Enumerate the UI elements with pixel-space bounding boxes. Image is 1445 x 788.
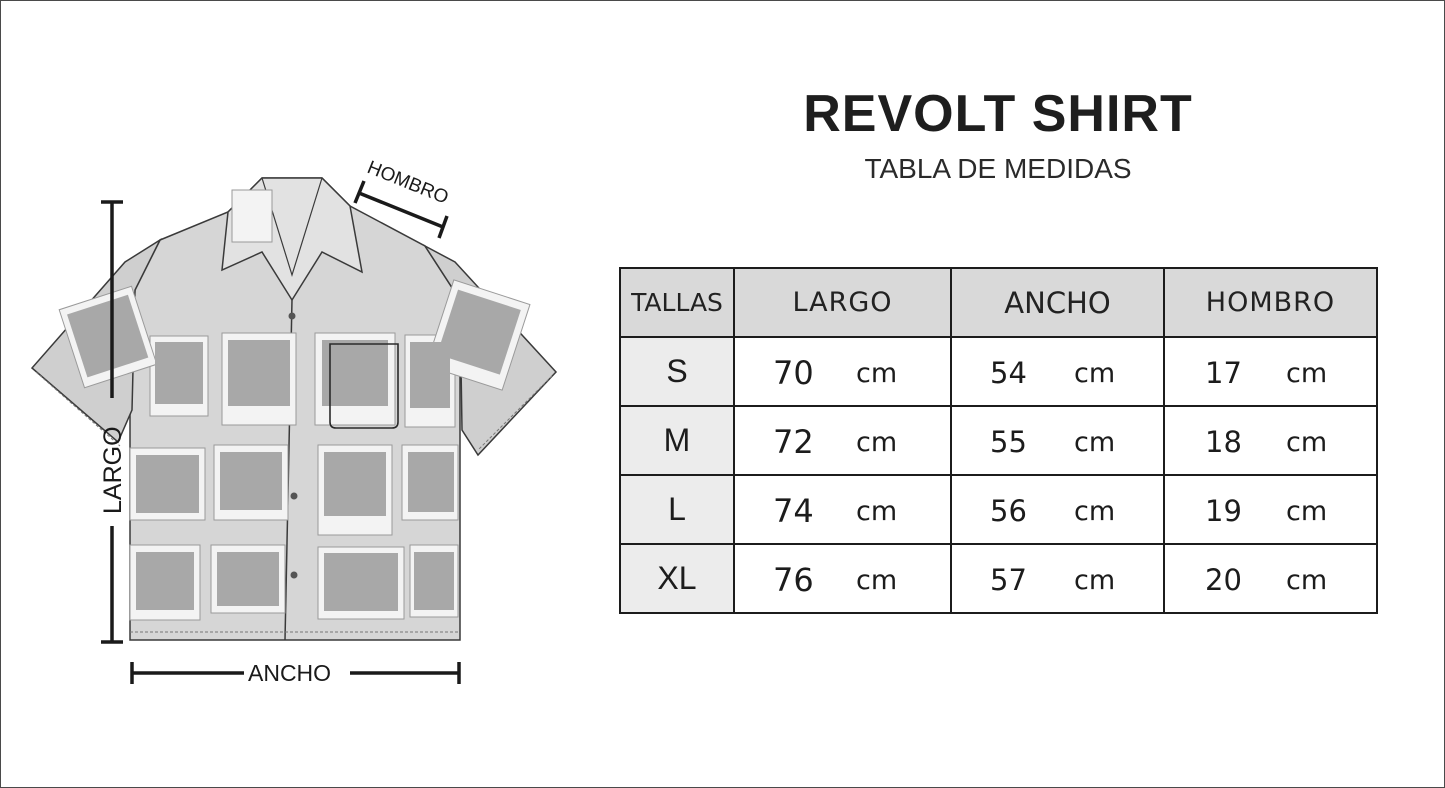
ancho-value: 56 [990, 494, 1027, 528]
hombro-cell [1164, 337, 1377, 406]
header-tallas: TALLAS [620, 268, 734, 337]
size-chart-table [619, 267, 1378, 614]
largo-cell [734, 406, 951, 475]
unit-label: cm [1286, 565, 1328, 596]
table-row [620, 475, 1377, 544]
ancho-cell [951, 475, 1164, 544]
largo-label: LARGO [99, 426, 127, 514]
unit-label: cm [856, 358, 898, 389]
largo-cell [734, 544, 951, 613]
hombro-value: 17 [1205, 356, 1242, 390]
unit-label: cm [1074, 427, 1116, 458]
unit-label: cm [856, 565, 898, 596]
hombro-cell [1164, 475, 1377, 544]
header-largo: LARGO [734, 268, 951, 337]
largo-cell [734, 337, 951, 406]
unit-label: cm [1074, 358, 1116, 389]
table-row [620, 337, 1377, 406]
unit-label: cm [1286, 496, 1328, 527]
table-row [620, 406, 1377, 475]
ancho-value: 55 [990, 425, 1027, 459]
size-cell: M [620, 406, 734, 475]
ancho-cell [951, 337, 1164, 406]
largo-value: 70 [773, 354, 814, 392]
hombro-label: HOMBRO [364, 157, 452, 209]
hombro-cell [1164, 544, 1377, 613]
page-title: REVOLT SHIRT [803, 85, 1193, 143]
largo-value: 72 [773, 423, 814, 461]
shirt-diagram [0, 0, 600, 788]
size-cell: L [620, 475, 734, 544]
hombro-value: 18 [1205, 425, 1242, 459]
unit-label: cm [856, 427, 898, 458]
size-cell: S [620, 337, 734, 406]
hombro-value: 20 [1205, 563, 1242, 597]
ancho-value: 54 [990, 356, 1027, 390]
table-header-row [620, 268, 1377, 337]
largo-value: 76 [773, 561, 814, 599]
hombro-value: 19 [1205, 494, 1242, 528]
ancho-label: ANCHO [248, 660, 332, 686]
table-row [620, 544, 1377, 613]
page-subtitle: TABLA DE MEDIDAS [864, 153, 1132, 184]
ancho-value: 57 [990, 563, 1027, 597]
unit-label: cm [1286, 358, 1328, 389]
ancho-cell [951, 544, 1164, 613]
unit-label: cm [856, 496, 898, 527]
unit-label: cm [1074, 496, 1116, 527]
ancho-cell [951, 406, 1164, 475]
largo-value: 74 [773, 492, 814, 530]
largo-cell [734, 475, 951, 544]
header-ancho: ANCHO [951, 268, 1164, 337]
hombro-cell [1164, 406, 1377, 475]
size-cell: XL [620, 544, 734, 613]
unit-label: cm [1286, 427, 1328, 458]
header-hombro: HOMBRO [1164, 268, 1377, 337]
unit-label: cm [1074, 565, 1116, 596]
